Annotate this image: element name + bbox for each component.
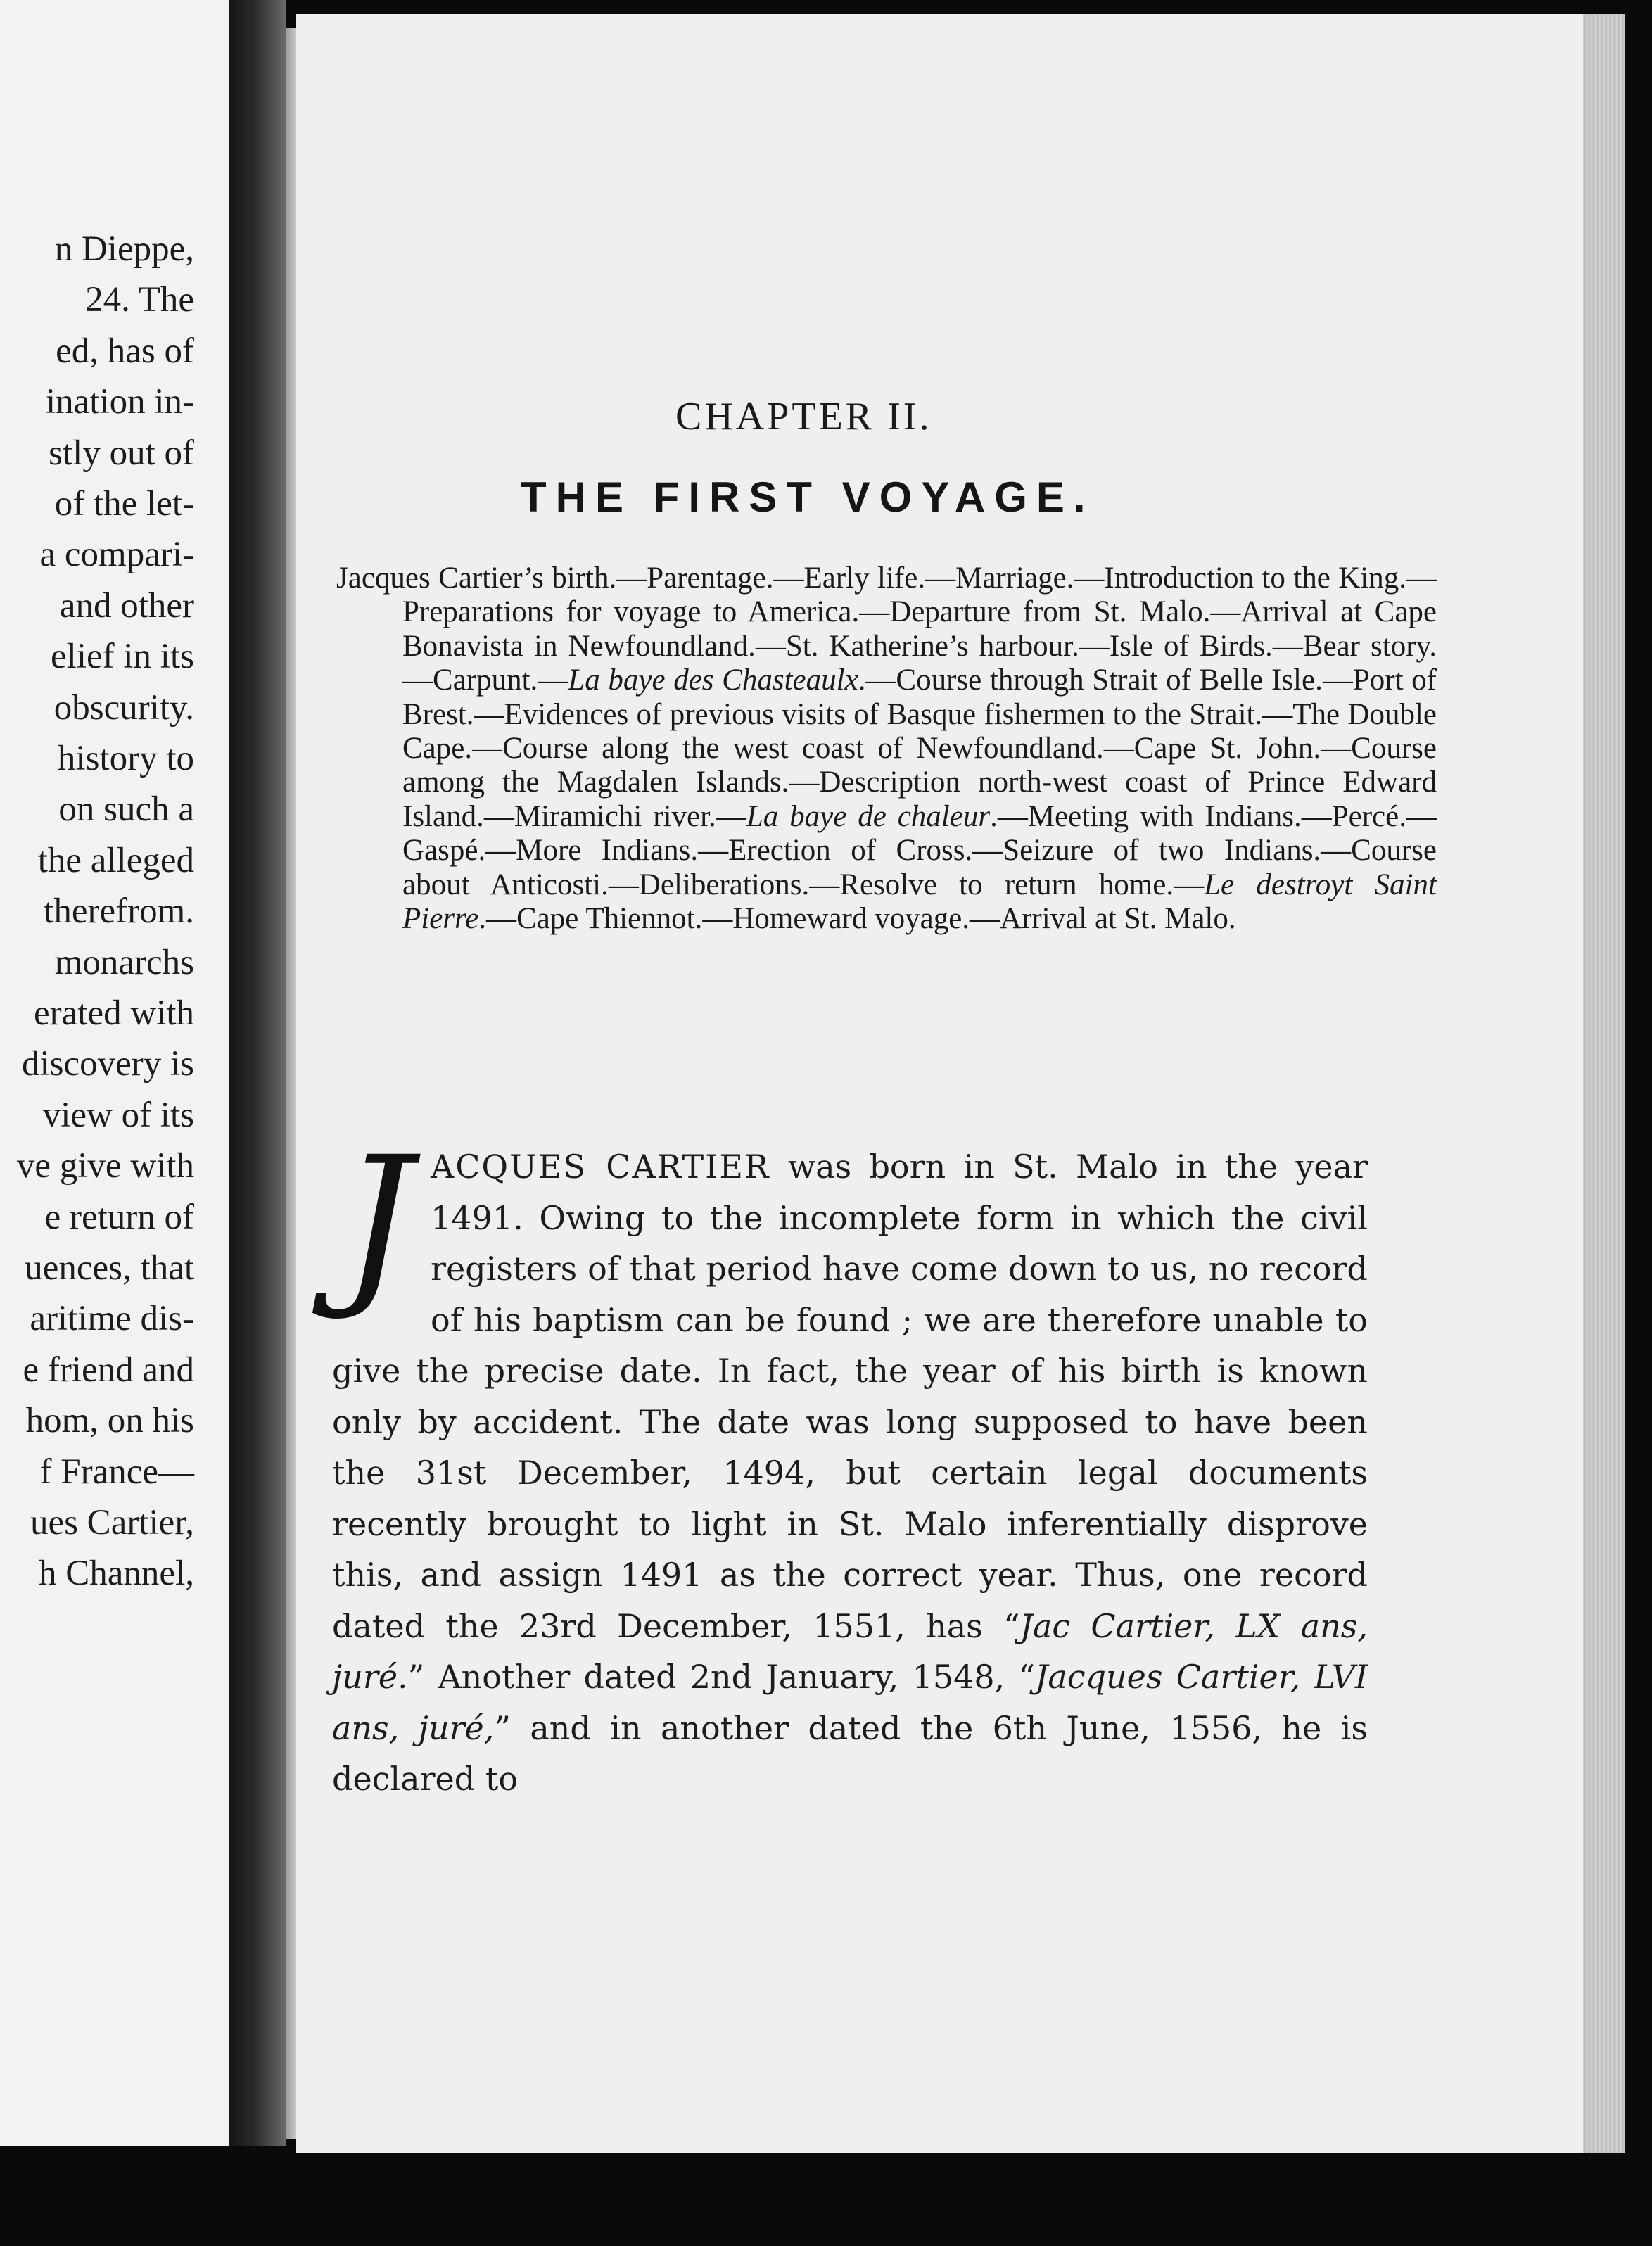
left-page-line: ination in- xyxy=(45,382,194,422)
opening-small-caps: ACQUES CARTIER xyxy=(431,1148,770,1186)
chapter-title: THE FIRST VOYAGE. xyxy=(521,474,1095,521)
left-page-line: n Dieppe, xyxy=(54,229,194,269)
body-quote-2: Jacques Cartier, LVI ans, juré, xyxy=(332,1658,1368,1747)
left-page-line: stly out of xyxy=(49,433,194,473)
body-paragraph xyxy=(332,1119,1368,1805)
left-page-line: e return of xyxy=(44,1197,194,1237)
synopsis-italic-1: La baye des Chasteaulx xyxy=(568,664,858,697)
chapter-number-heading: CHAPTER II. xyxy=(675,395,932,438)
body-text-1: was born in St. Malo in the year 1491. Owing to the incomplete form in which the civil registers of that period have come down to us, no record of his baptism can be found ; we are therefore unable to give the precise date. In fact, the year of his birth is known only by accident. The date was long supposed to have been the 31st December, 1494, but certain legal documents recently brought to light in St. Malo inferentially disprove this, and assign 1491 as the correct year. Thus, one record dated the 23rd December, 1551, has “ xyxy=(332,1148,1368,1645)
left-page-line: ve give with xyxy=(16,1146,194,1186)
body-quote-1: Jac Cartier, LX ans, juré. xyxy=(332,1606,1368,1696)
book-binding-gutter xyxy=(229,0,286,2146)
book-page xyxy=(296,14,1583,2153)
left-page-line: monarchs xyxy=(54,942,194,982)
left-page-line: view of its xyxy=(42,1095,194,1135)
body-text-2: ” Another dated 2nd January, 1548, “ xyxy=(407,1658,1035,1696)
previous-page-fragment xyxy=(0,0,229,2146)
body-text-3: ” and in another dated the 6th June, 1556, he is declared to xyxy=(332,1708,1368,1798)
synopsis-text-1: Jacques Cartier’s birth.—Parentage.—Early life.—Marriage.—Introduction to the King.—Preparations for voyage to America.—Departure from St. Malo.—Arrival at Cape Bonavista in Newfoundland.—St. Katherine’s harbour.—Isle of Birds.—Bear story.—Carpunt.— xyxy=(336,562,1437,697)
drop-cap-letter: J xyxy=(342,1119,413,1324)
left-page-line: obscurity. xyxy=(53,687,194,728)
left-page-line: erated with xyxy=(34,994,194,1033)
left-page-line: uences, that xyxy=(25,1248,194,1288)
left-page-line: aritime dis- xyxy=(30,1299,194,1339)
left-page-line: e friend and xyxy=(23,1350,194,1390)
left-page-line: history to xyxy=(57,739,194,778)
left-page-line: h Channel, xyxy=(39,1554,194,1594)
left-page-line: therefrom. xyxy=(44,892,194,932)
left-page-line: ues Cartier, xyxy=(30,1503,194,1542)
left-page-line: f France— xyxy=(39,1452,194,1492)
left-page-line: ed, has of xyxy=(56,331,194,371)
synopsis-text-4: .—Cape Thiennot.—Homeward voyage.—Arrival at St. Malo. xyxy=(478,902,1236,936)
left-page-line: and other xyxy=(59,585,194,626)
chapter-synopsis xyxy=(336,562,1437,936)
left-page-line: the alleged xyxy=(37,840,194,880)
left-page-line: 24. The xyxy=(85,280,194,320)
synopsis-text-2: .—Course through Strait of Belle Isle.—Port of Brest.—Evidences of previous visits of Basque fishermen to the Strait.—The Double Cape.—Course along the west coast of Newfoundland.—Cape St. John.—Course among the Magdalen Islands.—Description north-west coast of Prince Edward Island.—Miramichi river.— xyxy=(402,664,1437,833)
synopsis-italic-3: Le destroyt Saint Pierre xyxy=(402,868,1437,936)
page-stack-edge xyxy=(1583,14,1625,2153)
left-page-line: a compari- xyxy=(39,535,194,575)
left-page-line: on such a xyxy=(58,789,194,830)
left-page-line: of the let- xyxy=(54,484,194,524)
left-page-line: elief in its xyxy=(51,637,194,677)
synopsis-text-3: .—Meeting with Indians.—Percé.—Gaspé.—More Indians.—Erection of Cross.—Seizure of two Indians.—Course about Anticosti.—Deliberations.—Resolve to return home.— xyxy=(402,799,1437,901)
synopsis-italic-2: La baye de chaleur xyxy=(746,799,991,833)
left-page-line: discovery is xyxy=(21,1044,194,1084)
left-page-line: hom, on his xyxy=(25,1401,194,1441)
